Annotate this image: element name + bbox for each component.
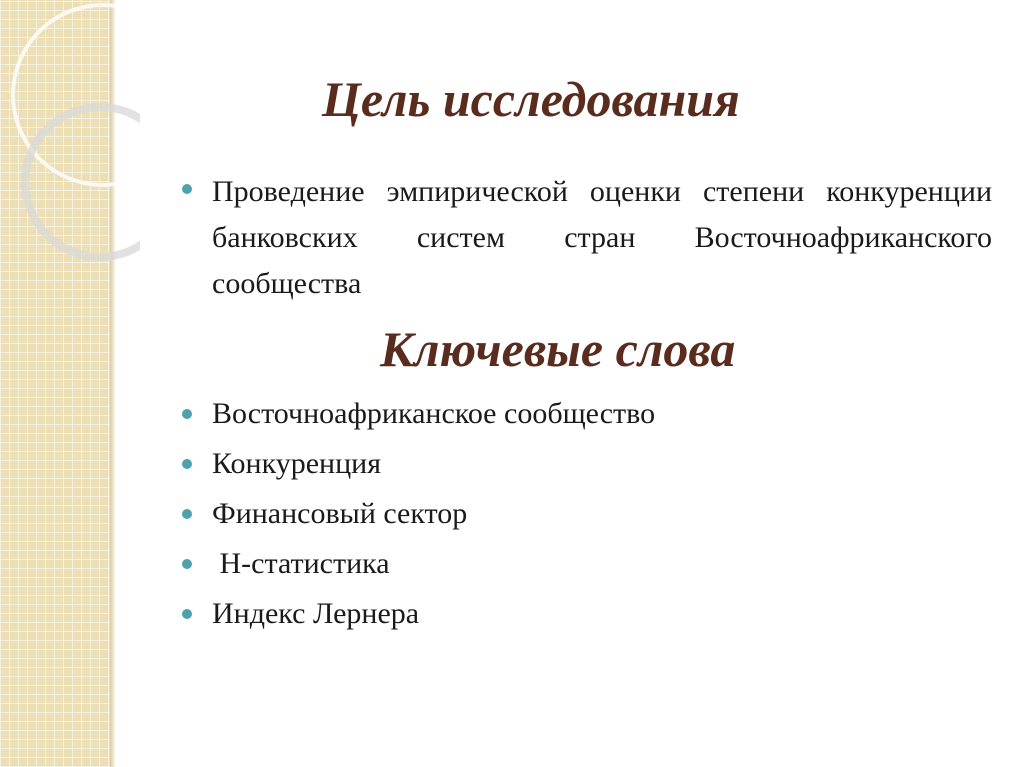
list-item (212, 489, 655, 539)
bullet-icon (182, 509, 192, 519)
bullet-icon (182, 559, 192, 569)
list-item (212, 589, 655, 639)
bullet-icon (182, 459, 192, 469)
keywords-heading: Ключевые слова (380, 321, 736, 377)
list-item (212, 439, 655, 489)
list-item (212, 539, 655, 589)
goal-paragraph: Проведение эмпирической оценки степени конкуренции банковских систем стран Восточноафриканского сообщества (212, 175, 992, 300)
bullet-icon (182, 184, 192, 194)
slide-title: Цель исследования (322, 71, 740, 127)
list-item (212, 389, 655, 439)
bullet-icon (182, 609, 192, 619)
keyword-text: Индекс Лернера (212, 597, 420, 630)
decorative-rings (0, 0, 140, 767)
bullet-icon (182, 409, 192, 419)
keywords-list (212, 389, 655, 639)
keyword-text: Н-статистика (212, 547, 390, 580)
keyword-text: Финансовый сектор (212, 497, 468, 530)
keyword-text: Конкуренция (212, 447, 381, 480)
keyword-text: Восточноафриканское сообщество (212, 397, 656, 430)
